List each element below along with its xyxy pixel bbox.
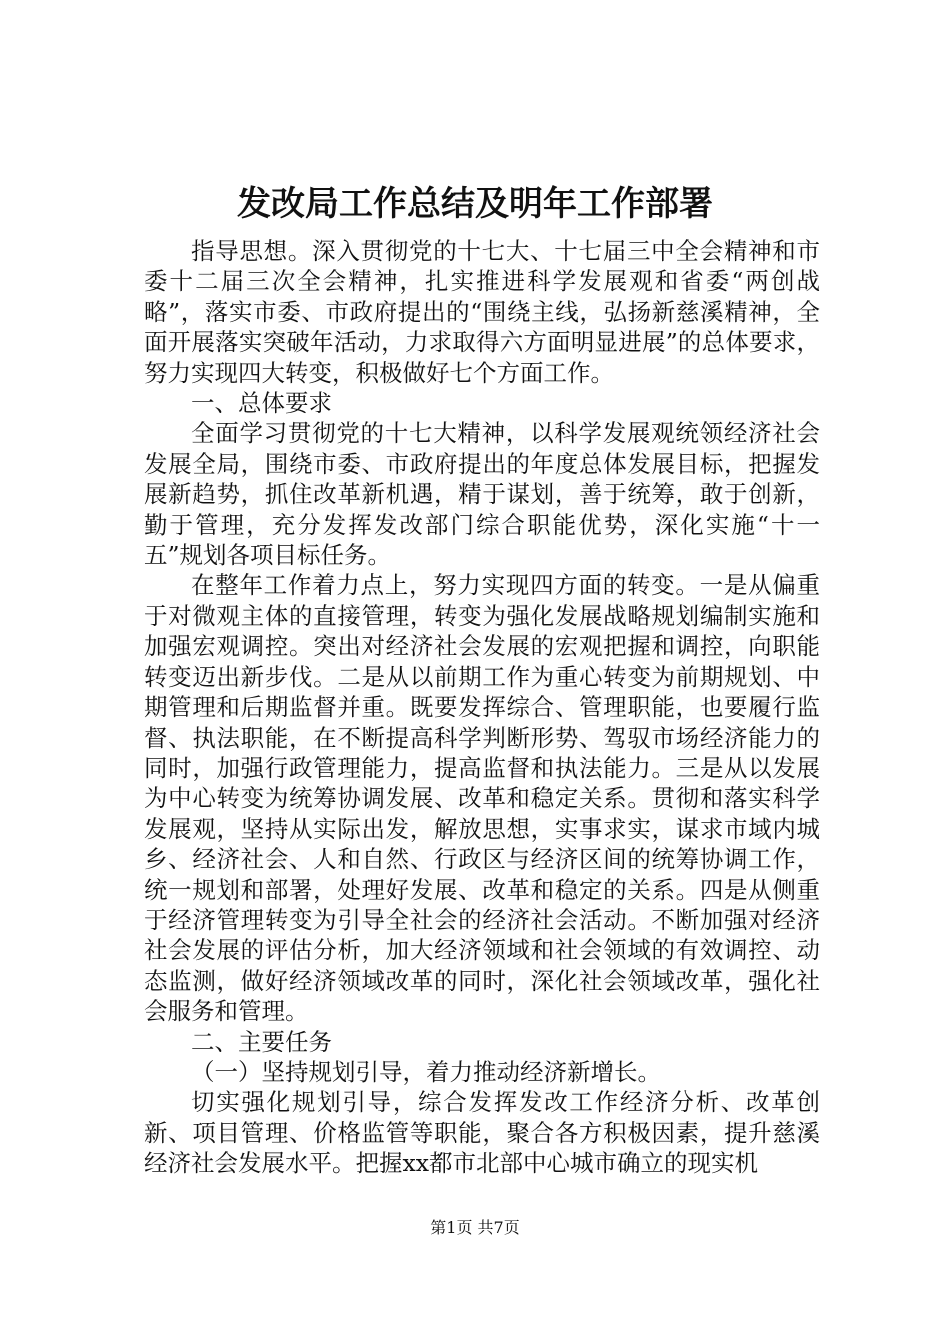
paragraph-guiding-thought: 指导思想。深入贯彻党的十七大、十七届三中全会精神和市委十二届三次全会精神，扎实推进科学发展观和省委“两创战略”，落实市委、市政府提出的“围绕主线，弘扬新慈溪精神，全面开展落实突破年活动，力求取得六方面明显进展”的总体要求，努力实现四大转变，积极做好七个方面工作。 [144,237,820,387]
paragraph-planning-guidance: 切实强化规划引导，综合发挥发改工作经济分析、改革创新、项目管理、价格监管等职能，聚合各方积极因素，提升慈溪经济社会发展水平。把握xx都市北部中心城市确立的现实机 [144,1088,820,1178]
document-title: 发改局工作总结及明年工作部署 [237,184,713,224]
paragraph-general-requirements: 全面学习贯彻党的十七大精神，以科学发展观统领经济社会发展全局，围绕市委、市政府提出的年度总体发展目标，把握发展新趋势，抓住改革新机遇，精于谋划，善于统筹，敢于创新，勤于管理，充分发挥发改部门综合职能优势，深化实施“十一五”规划各项目标任务。 [144,419,820,570]
document-body [144,236,820,1179]
subsection-heading-planning-guidance: （一）坚持规划引导，着力推动经济新增长。 [191,1057,661,1086]
section-heading-main-tasks: 二、主要任务 [191,1027,332,1056]
page-number-footer: 第1页 共7页 [430,1218,520,1237]
section-heading-general-requirements: 一、总体要求 [191,389,332,418]
paragraph-four-transformations: 在整年工作着力点上，努力实现四方面的转变。一是从偏重于对微观主体的直接管理，转变为强化发展战略规划编制实施和加强宏观调控。突出对经济社会发展的宏观把握和调控，向职能转变迈出新步伐。二是从以前期工作为重心转变为前期规划、中期管理和后期监督并重。既要发挥综合、管理职能，也要履行监督、执法职能，在不断提高科学判断形势、驾驭市场经济能力的同时，加强行政管理能力，提高监督和执法能力。三是从以发展为中心转变为统筹协调发展、改革和稳定关系。贯彻和落实科学发展观，坚持从实际出发，解放思想，实事求实，谋求市域内城乡、经济社会、人和自然、行政区与经济区间的统筹协调工作，统一规划和部署，处理好发展、改革和稳定的关系。四是从侧重于经济管理转变为引导全社会的经济社会活动。不断加强对经济社会发展的评估分析，加大经济领域和社会领域的有效调控、动态监测，做好经济领域改革的同时，深化社会领域改革，强化社会服务和管理。 [144,571,820,1026]
